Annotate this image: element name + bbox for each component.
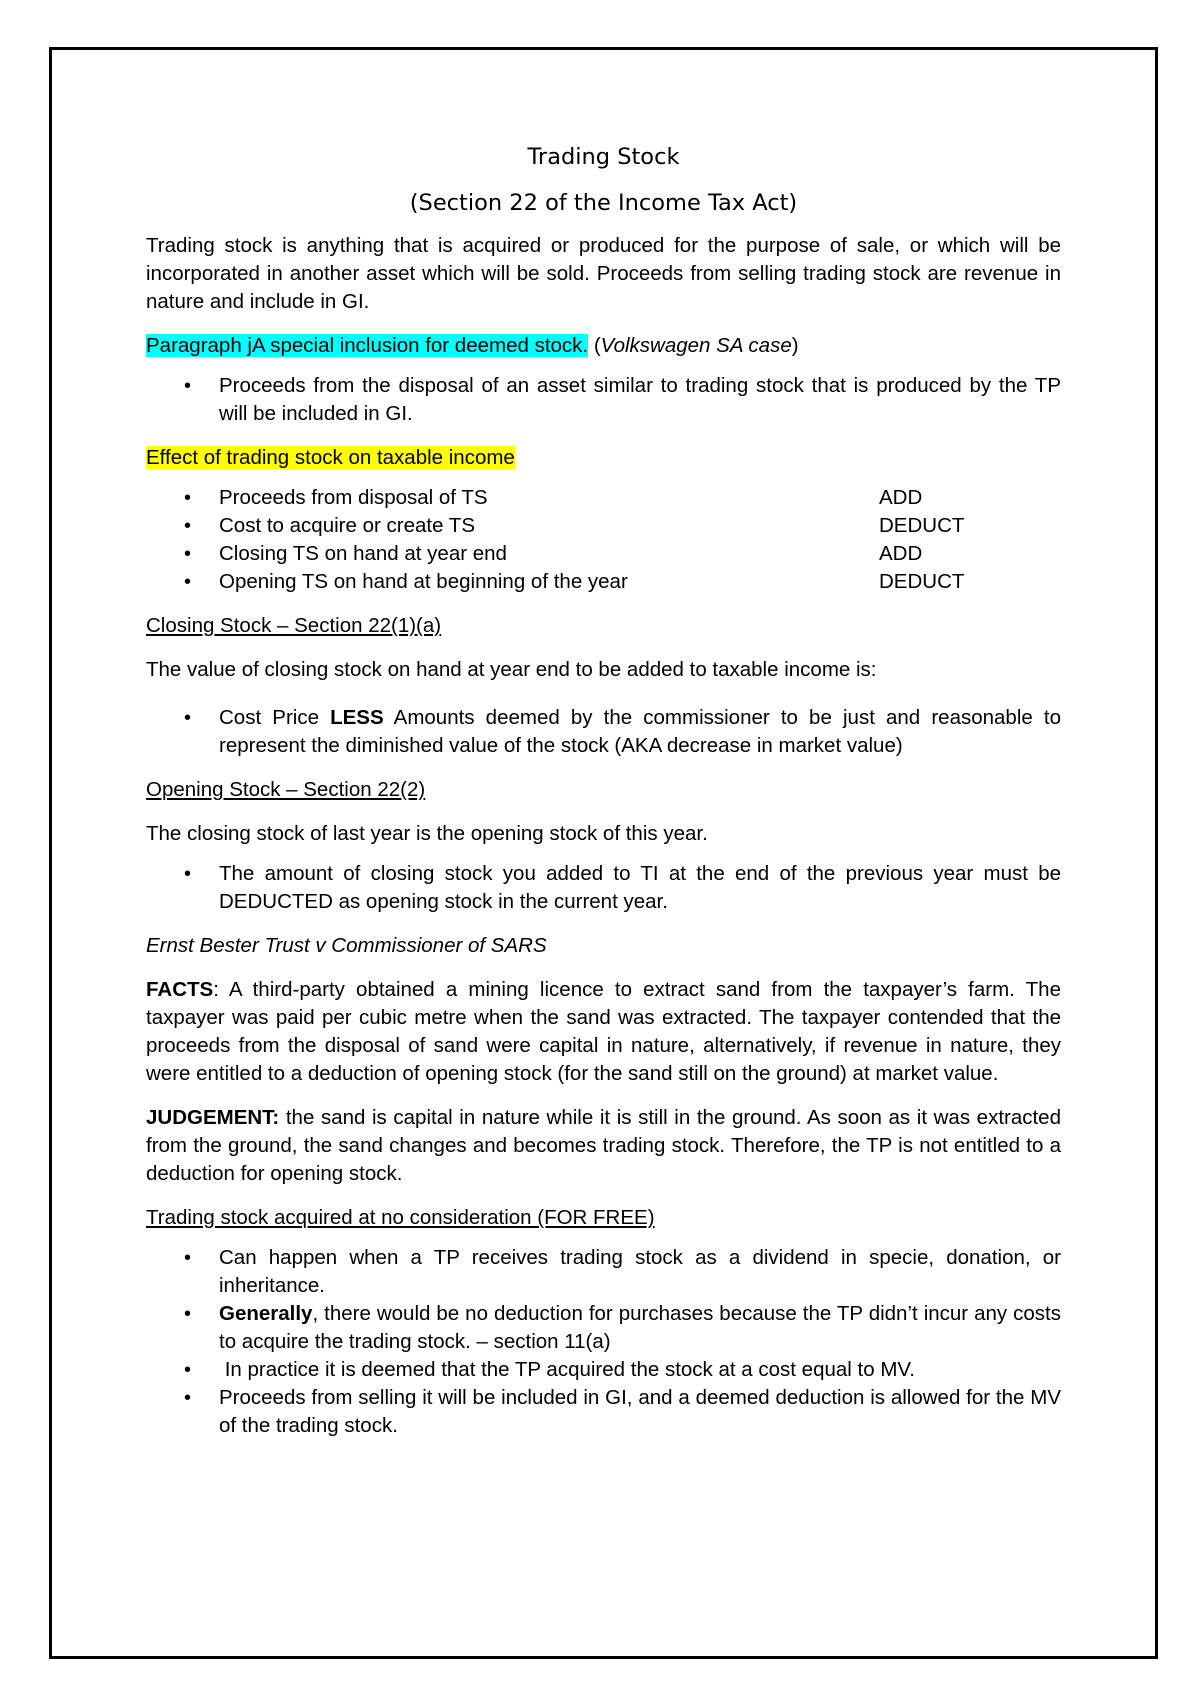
list-item: • Proceeds from the disposal of an asset similar to trading stock that is produced by the TP will be included in GI. (184, 374, 1061, 425)
list-item: • Can happen when a TP receives trading stock as a dividend in specie, donation, or inheritance. (184, 1246, 1061, 1297)
opening-stock-list (146, 860, 1061, 916)
intro-paragraph: Trading stock is anything that is acquired or produced for the purpose of sale, or which will be incorporated in another asset which will be sold. Proceeds from selling trading stock are revenue in nature and include in GI. (146, 234, 1061, 313)
page-subtitle: (Section 22 of the Income Tax Act) (409, 190, 798, 216)
list-item: • Proceeds from selling it will be included in GI, and a deemed deduction is allowed for the MV of the trading stock. (184, 1386, 1061, 1437)
effect-action: ADD (879, 486, 923, 509)
effect-list (146, 484, 1061, 596)
opening-stock-text: The closing stock of last year is the opening stock of this year. (146, 822, 708, 845)
paragraph-ja-line: Paragraph jA special inclusion for deemed stock. (Volkswagen SA case) (146, 334, 799, 357)
bullet-icon: • (184, 543, 192, 565)
list-item: • Cost Price LESS Amounts deemed by the commissioner to be just and reasonable to represent the diminished value of the stock (AKA decrease in market value) (184, 706, 1061, 757)
effect-action: DEDUCT (879, 570, 965, 593)
list-item: • Cost to acquire or create TS DEDUCT (146, 512, 1061, 540)
bullet-icon: • (184, 1303, 192, 1325)
list-item: • Proceeds from disposal of TS ADD (146, 484, 1061, 512)
bullet-icon: • (184, 487, 192, 509)
paragraph-ja-list (146, 372, 1061, 428)
effect-action: DEDUCT (879, 514, 965, 537)
list-item: • In practice it is deemed that the TP acquired the stock at a cost equal to MV. (146, 1356, 1061, 1384)
opening-stock-heading: Opening Stock – Section 22(2) (146, 778, 426, 801)
closing-stock-list (146, 704, 1061, 760)
case-judgement: JUDGEMENT: the sand is capital in nature while it is still in the ground. As soon as it was extracted from the ground, the sand changes and becomes trading stock. Therefore, the TP is not entitled to a deduction for opening stock. (146, 1106, 1061, 1185)
bullet-icon: • (184, 571, 192, 593)
free-stock-heading: Trading stock acquired at no consideration (FOR FREE) (146, 1206, 655, 1229)
bullet-icon: • (184, 863, 192, 885)
paragraph-ja-highlight: Paragraph jA special inclusion for deemed stock. (146, 334, 589, 357)
bullet-icon: • (184, 1359, 192, 1381)
case-reference: Volkswagen SA case (600, 334, 792, 357)
list-item: • Opening TS on hand at beginning of the year DEDUCT (146, 568, 1061, 596)
free-stock-list (146, 1244, 1061, 1440)
list-item: • Closing TS on hand at year end ADD (146, 540, 1061, 568)
effect-heading: Effect of trading stock on taxable income (146, 446, 515, 469)
bullet-icon: • (184, 707, 192, 729)
bullet-icon: • (184, 1387, 192, 1409)
closing-stock-heading: Closing Stock – Section 22(1)(a) (146, 614, 442, 637)
bullet-icon: • (184, 375, 192, 397)
bullet-icon: • (184, 1247, 192, 1269)
closing-stock-text: The value of closing stock on hand at year end to be added to taxable income is: (146, 658, 877, 681)
document-body (146, 142, 1061, 1440)
page-title: Trading Stock (527, 144, 680, 170)
case-facts: FACTS: A third-party obtained a mining licence to extract sand from the taxpayer’s farm. The taxpayer was paid per cubic metre when the sand was extracted. The taxpayer contended that the proceeds from the disposal of sand were capital in nature, alternatively, if revenue in nature, they were entitled to a deduction of opening stock (for the sand still on the ground) at market value. (146, 978, 1061, 1085)
effect-heading-line (146, 444, 1061, 472)
list-item: • The amount of closing stock you added to TI at the end of the previous year must be DEDUCTED as opening stock in the current year. (184, 862, 1061, 913)
list-item: • Generally, there would be no deduction for purchases because the TP didn’t incur any costs to acquire the trading stock. – section 11(a) (184, 1302, 1061, 1353)
effect-action: ADD (879, 542, 923, 565)
case-name: Ernst Bester Trust v Commissioner of SARS (146, 934, 547, 957)
bullet-icon: • (184, 515, 192, 537)
